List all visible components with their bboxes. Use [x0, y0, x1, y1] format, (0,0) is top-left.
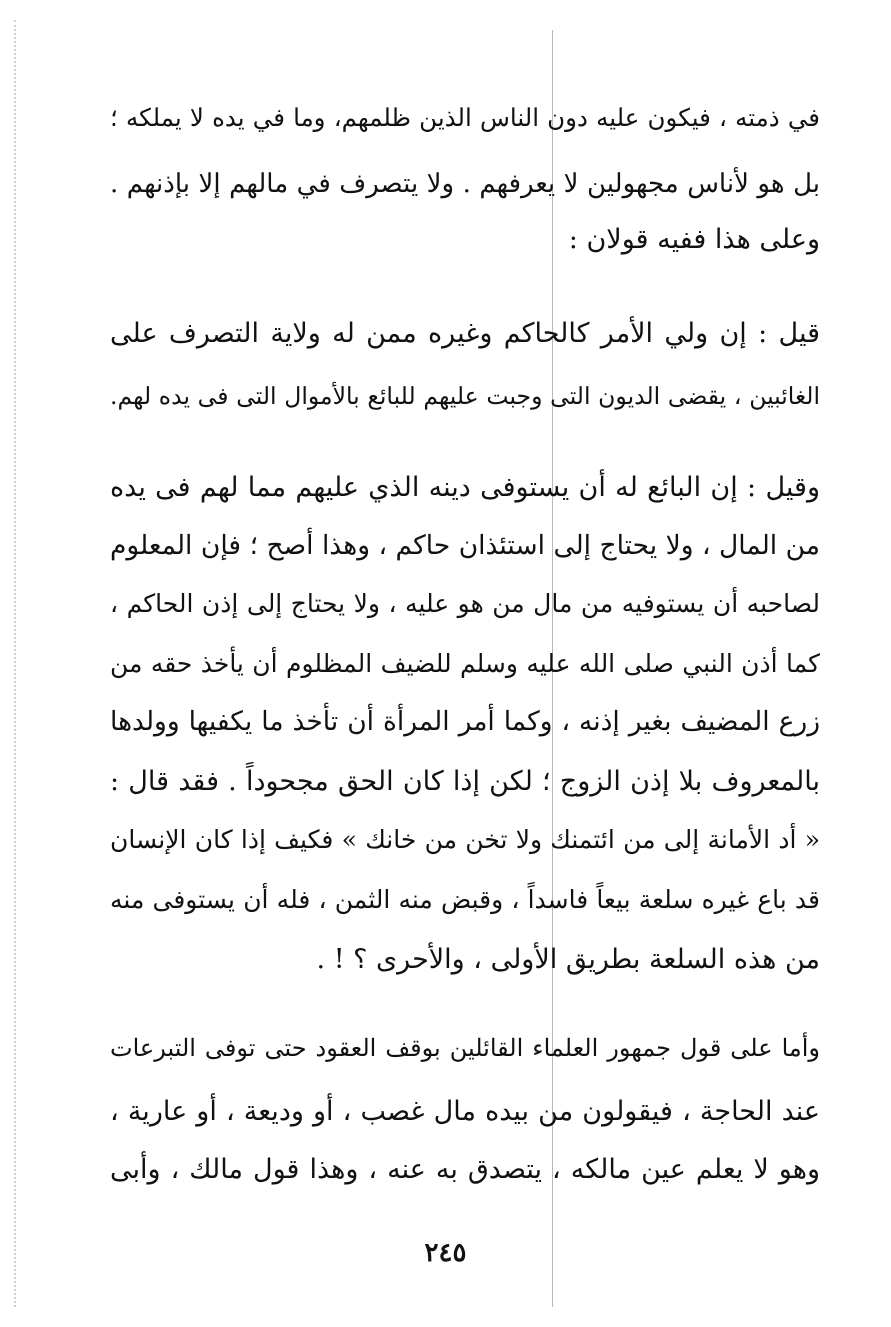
text-line: الغائبين ، يقضى الديون التى وجبت عليهم للبائع بالأموال التى فى يده لهم. [110, 382, 820, 410]
text-line: عند الحاجة ، فيقولون من بيده مال غصب ، أو وديعة ، أو عارية ، [110, 1096, 820, 1127]
text-line: « أد الأمانة إلى من ائتمنك ولا تخن من خانك » فكيف إذا كان الإنسان [110, 825, 820, 854]
text-line: في ذمته ، فيكون عليه دون الناس الذين ظلمهم، وما في يده لا يملكه ؛ [110, 103, 820, 132]
text-line: قيل : إن ولي الأمر كالحاكم وغيره ممن له ولاية التصرف على [110, 318, 820, 349]
text-line: زرع المضيف بغير إذنه ، وكما أمر المرأة أن تأخذ ما يكفيها وولدها [110, 706, 820, 737]
text-line: وأما على قول جمهور العلماء القائلين بوقف العقود حتى توفى التبرعات [110, 1034, 820, 1062]
text-line: من المال ، ولا يحتاج إلى استئذان حاكم ، وهذا أصح ؛ فإن المعلوم [110, 530, 820, 561]
text-line: وهو لا يعلم عين مالكه ، يتصدق به عنه ، وهذا قول مالك ، وأبى [110, 1154, 820, 1185]
text-line: قد باع غيره سلعة بيعاً فاسداً ، وقبض منه الثمن ، فله أن يستوفى منه [110, 885, 820, 914]
text-line: بل هو لأناس مجهولين لا يعرفهم . ولا يتصرف في مالهم إلا بإذنهم . [110, 169, 820, 199]
text-line: بالمعروف بلا إذن الزوج ؛ لكن إذا كان الحق مجحوداً . فقد قال : [110, 766, 820, 797]
page-edge-dots [14, 20, 16, 1307]
page-number: ٢٤٥ [424, 1238, 467, 1268]
text-line: لصاحبه أن يستوفيه من مال من هو عليه ، ولا يحتاج إلى إذن الحاكم ، [110, 589, 820, 618]
text-line: من هذه السلعة بطريق الأولى ، والأحرى ؟ ! . [316, 944, 820, 975]
text-line: وعلى هذا ففيه قولان : [568, 224, 820, 255]
text-line: كما أذن النبي صلى الله عليه وسلم للضيف المظلوم أن يأخذ حقه من [110, 649, 820, 678]
text-line: وقيل : إن البائع له أن يستوفى دينه الذي عليهم مما لهم فى يده [110, 472, 820, 503]
